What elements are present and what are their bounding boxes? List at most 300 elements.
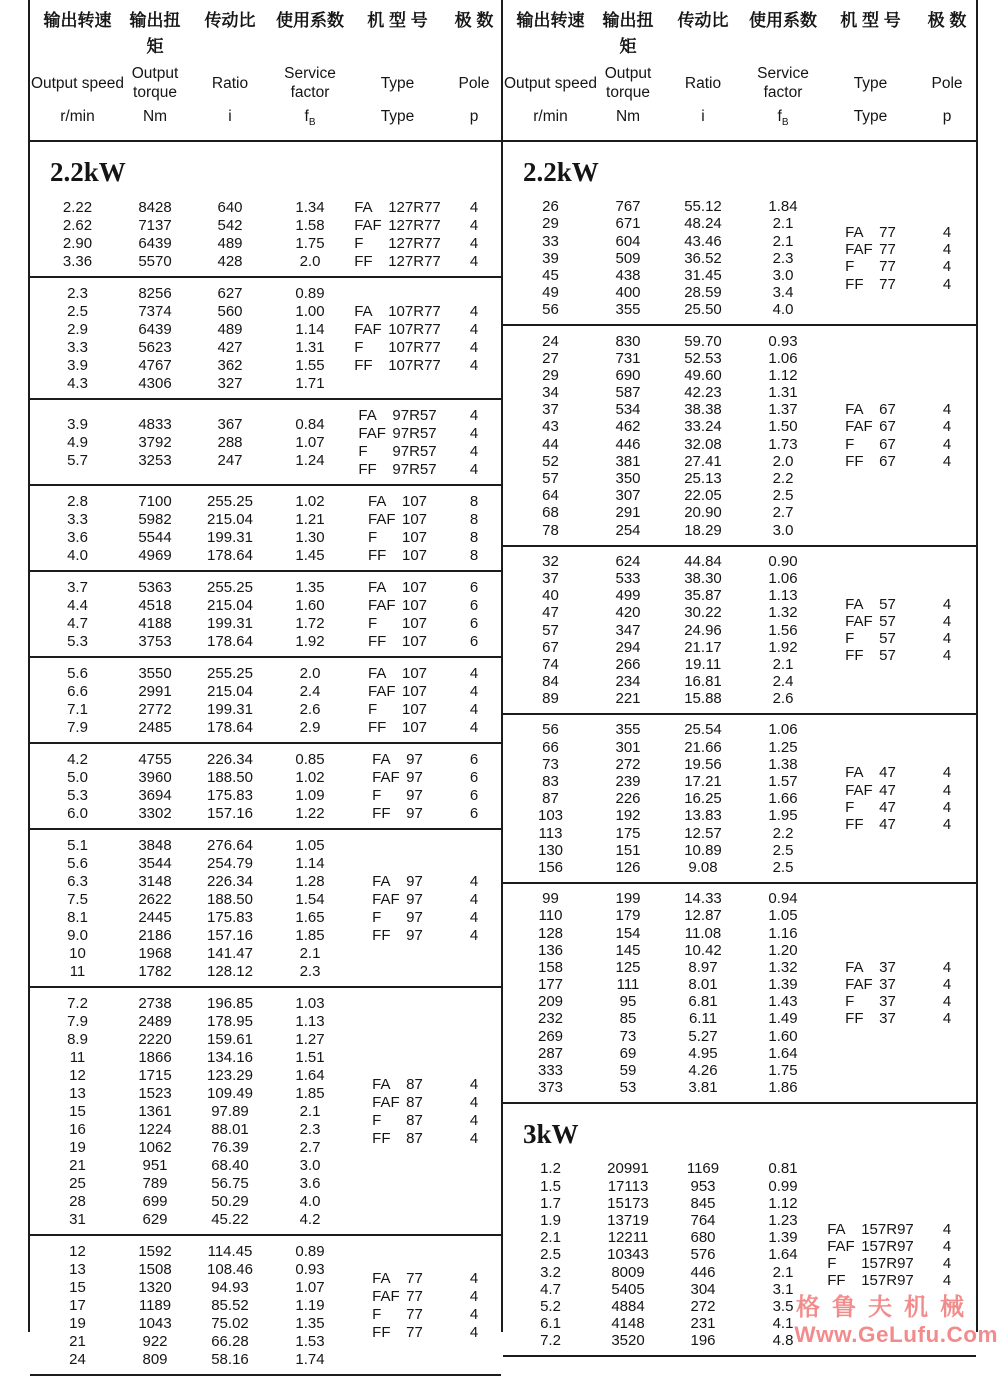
pole-value: 4: [469, 664, 479, 682]
type-entry: [358, 460, 436, 478]
table-row: [503, 1263, 818, 1280]
type-entry: [845, 418, 896, 435]
output-speed-cell: 1.2: [540, 1160, 561, 1178]
output-torque-cell: 1866: [138, 1048, 172, 1066]
ratio-cell: 215.04: [207, 596, 253, 614]
service-factor-cell: 2.5: [772, 487, 794, 505]
output-speed-cell: 66: [542, 738, 559, 756]
output-torque-cell: 587: [615, 384, 641, 402]
output-torque-cell: 1062: [138, 1138, 172, 1156]
numeric-rows: [30, 836, 345, 980]
output-torque-cell: 175: [615, 824, 641, 842]
type-code: 107: [401, 546, 428, 564]
pole-value: 4: [942, 241, 952, 259]
type-code: 57: [879, 647, 896, 665]
output-torque-cell: 499: [615, 587, 641, 605]
output-speed-cell: 3.9: [67, 356, 88, 374]
service-factor-cell: 3.0: [772, 266, 794, 284]
output-speed-cell: 3.9: [67, 415, 88, 433]
output-torque-cell: 4755: [138, 750, 172, 768]
service-factor-cell: 2.4: [299, 682, 321, 700]
pole-value: 4: [469, 442, 479, 460]
output-torque-cell: 534: [615, 401, 641, 419]
table-left-half: [28, 0, 503, 1368]
output-torque-cell: 239: [615, 773, 641, 790]
output-speed-cell: 4.4: [67, 596, 88, 614]
output-speed-cell: 45: [542, 266, 559, 284]
header-cell: 使用系数: [276, 11, 344, 30]
ratio-cell: 276.64: [207, 836, 253, 854]
ratio-cell: 680: [690, 1229, 716, 1247]
table-row: [30, 944, 345, 962]
output-speed-cell: 3.7: [67, 578, 88, 596]
service-factor-cell: 0.81: [768, 1160, 798, 1178]
output-speed-cell: 7.2: [540, 1332, 561, 1350]
type-entry: [372, 890, 423, 908]
output-speed-cell: 5.3: [67, 786, 88, 804]
type-prefix: FA: [372, 872, 391, 890]
ratio-cell: 427: [217, 338, 243, 356]
table-row: [503, 621, 818, 638]
ratio-cell: 45.22: [211, 1210, 249, 1228]
type-prefix: F: [845, 258, 855, 276]
type-prefix: FF: [845, 647, 864, 665]
output-speed-cell: 11: [69, 1048, 86, 1066]
table-row: [30, 451, 345, 469]
pole-value: 4: [942, 1254, 952, 1272]
type-code: 107: [401, 596, 428, 614]
type-prefix: FF: [367, 546, 387, 564]
table-row: [30, 596, 345, 614]
service-factor-cell: 1.86: [768, 1079, 798, 1097]
type-entry: [845, 401, 896, 418]
spec-block: [503, 715, 976, 884]
type-entry: [354, 338, 441, 356]
table-row: [30, 510, 345, 528]
table-row: [30, 320, 345, 338]
ratio-cell: 560: [217, 302, 243, 320]
type-prefix: FA: [845, 764, 864, 782]
output-torque-cell: 533: [615, 569, 641, 587]
type-entry: [354, 302, 441, 320]
output-torque-cell: 3253: [138, 451, 172, 469]
ratio-cell: 38.38: [684, 401, 722, 419]
ratio-cell: 10.42: [684, 941, 722, 959]
output-torque-cell: 2489: [138, 1012, 172, 1030]
pole-value: 4: [469, 1075, 479, 1093]
output-torque-cell: 59: [619, 1062, 637, 1079]
pole-value: 8: [469, 492, 479, 510]
type-entry: [845, 959, 896, 976]
pole-value: 4: [942, 612, 952, 630]
numeric-rows: [30, 492, 345, 564]
pole-column: [450, 872, 498, 944]
pole-value: 4: [469, 460, 479, 478]
service-factor-cell: 2.9: [299, 718, 321, 736]
service-factor-cell: 1.05: [295, 836, 325, 854]
output-speed-cell: 89: [542, 690, 559, 708]
table-row: [503, 232, 818, 249]
output-torque-cell: 1715: [138, 1066, 172, 1084]
type-column: [345, 872, 450, 944]
type-entry: [368, 510, 427, 528]
output-torque-cell: 85: [619, 1010, 637, 1028]
ratio-cell: 226.34: [207, 750, 253, 768]
output-speed-cell: 57: [542, 470, 559, 487]
type-column: [818, 1220, 923, 1289]
pole-value: 4: [942, 630, 952, 648]
table-row: [30, 578, 345, 596]
ratio-cell: 178.64: [207, 546, 253, 564]
output-torque-cell: 1592: [138, 1242, 172, 1260]
type-entry: [827, 1255, 914, 1272]
service-factor-cell: 1.84: [768, 198, 798, 216]
output-speed-cell: 2.5: [67, 302, 88, 320]
header-cell: r/min: [533, 108, 568, 125]
type-entry: [845, 993, 896, 1010]
type-code: 37: [879, 976, 896, 994]
output-speed-cell: 52: [542, 452, 559, 470]
pole-value: 6: [469, 768, 479, 786]
type-group: [368, 664, 427, 736]
service-factor-cell: 3.0: [772, 521, 794, 539]
output-torque-cell: 2220: [138, 1030, 172, 1048]
ratio-cell: 199.31: [207, 614, 253, 632]
pole-value: 4: [942, 958, 952, 976]
watermark-url-text: Www.GeLufu.Com: [794, 1322, 998, 1347]
header-row: [503, 60, 976, 106]
output-torque-cell: 2738: [138, 994, 172, 1012]
pole-column: [450, 664, 498, 736]
spec-block: [503, 547, 976, 716]
service-factor-cell: 4.1: [772, 1315, 794, 1333]
type-code: 77: [406, 1287, 423, 1305]
output-speed-cell: 5.6: [67, 664, 88, 682]
type-prefix: FAF: [367, 596, 396, 614]
type-prefix: FF: [827, 1272, 846, 1290]
type-group: [845, 764, 896, 833]
type-group: [372, 872, 423, 944]
service-factor-cell: 1.65: [295, 908, 325, 926]
ratio-cell: 19.11: [684, 655, 722, 673]
pole-value: 4: [942, 418, 952, 436]
output-speed-cell: 49: [542, 284, 559, 302]
table-row: [30, 1138, 345, 1156]
table-row: [503, 721, 818, 738]
output-speed-cell: 6.6: [67, 682, 88, 700]
table-row: [30, 1012, 345, 1030]
column-header: [503, 0, 976, 142]
table-row: [30, 1120, 345, 1138]
table-row: [30, 1350, 345, 1368]
output-speed-cell: 5.3: [67, 632, 88, 650]
output-torque-cell: 830: [615, 332, 641, 350]
type-code: 107: [401, 578, 428, 596]
table-row: [503, 267, 818, 284]
service-factor-cell: 2.5: [772, 858, 794, 876]
type-entry: [845, 241, 896, 258]
header-cell: Output speed: [30, 74, 125, 92]
type-column: [818, 596, 923, 665]
service-factor-cell: 1.74: [295, 1350, 325, 1368]
service-factor-cell: 1.64: [768, 1044, 798, 1062]
table-row: [503, 487, 818, 504]
table-row: [503, 1212, 818, 1229]
output-speed-cell: 10: [69, 944, 86, 962]
output-torque-cell: 6439: [138, 234, 172, 252]
output-torque-cell: 1361: [138, 1102, 172, 1120]
ratio-cell: 4.26: [688, 1062, 718, 1079]
output-speed-cell: 32: [542, 552, 559, 570]
table-row: [503, 842, 818, 859]
output-speed-cell: 19: [69, 1314, 86, 1332]
service-factor-cell: 3.4: [772, 284, 794, 302]
type-code: 67: [879, 401, 896, 419]
service-factor-cell: 1.00: [295, 302, 325, 320]
type-prefix: FF: [372, 1129, 391, 1147]
service-factor-cell: 0.93: [295, 1260, 325, 1278]
type-code: 127R77: [388, 252, 441, 270]
service-factor-cell: 1.14: [295, 320, 325, 338]
output-speed-cell: 27: [542, 349, 559, 367]
pole-value: 4: [942, 976, 952, 994]
type-entry: [358, 442, 436, 460]
ratio-cell: 12.87: [684, 907, 722, 925]
table-row: [30, 804, 345, 822]
header-cell: Nm: [142, 108, 168, 125]
output-torque-cell: 4518: [138, 596, 172, 614]
type-entry: [372, 804, 423, 822]
pole-value: 4: [942, 781, 952, 799]
service-factor-cell: 1.13: [768, 587, 798, 605]
output-torque-cell: 809: [142, 1350, 168, 1368]
output-torque-cell: 1043: [138, 1314, 172, 1332]
header-cell: Pole: [931, 74, 963, 92]
table-row: [503, 436, 818, 453]
output-torque-cell: 699: [142, 1192, 168, 1210]
type-prefix: F: [845, 630, 855, 648]
ratio-cell: 255.25: [207, 578, 253, 596]
service-factor-cell: 1.22: [295, 804, 325, 822]
type-entry: [354, 198, 441, 216]
output-torque-cell: 12211: [607, 1229, 649, 1247]
type-entry: [845, 258, 896, 275]
table-row: [503, 1298, 818, 1315]
type-entry: [372, 1269, 423, 1287]
table-row: [503, 1177, 818, 1194]
table-row: [503, 604, 818, 621]
header-row: [30, 60, 501, 106]
table-row: [30, 1102, 345, 1120]
ratio-cell: 25.13: [684, 470, 722, 487]
numeric-rows: [503, 332, 818, 538]
type-code: 57: [879, 630, 896, 648]
pole-value: 4: [469, 356, 479, 374]
pole-value: 4: [942, 815, 952, 833]
type-entry: [372, 786, 423, 804]
type-code: 77: [879, 241, 896, 259]
type-entry: [827, 1220, 914, 1237]
header-cell: i: [701, 108, 705, 125]
type-entry: [372, 768, 423, 786]
pole-value: 4: [469, 1305, 479, 1323]
pole-value: 6: [469, 804, 479, 822]
type-code: 57: [879, 612, 896, 630]
ratio-cell: 288: [217, 433, 243, 451]
header-cell: 传动比: [677, 11, 729, 30]
output-torque-cell: 355: [615, 721, 641, 739]
service-factor-cell: 2.0: [299, 664, 321, 682]
ratio-cell: 88.01: [211, 1120, 249, 1138]
output-speed-cell: 34: [542, 384, 559, 402]
type-group: [845, 959, 896, 1028]
service-factor-cell: 1.34: [295, 198, 325, 216]
type-prefix: F: [372, 786, 382, 804]
output-torque-cell: 3520: [611, 1332, 645, 1350]
table-row: [503, 250, 818, 267]
ratio-cell: 32.08: [684, 435, 722, 453]
pole-value: 4: [942, 993, 952, 1011]
type-entry: [368, 682, 427, 700]
output-speed-cell: 8.9: [67, 1030, 88, 1048]
type-code: 107: [401, 528, 428, 546]
table-row: [503, 384, 818, 401]
ratio-cell: 97.89: [211, 1102, 249, 1120]
type-entry: [368, 546, 427, 564]
type-prefix: FF: [845, 452, 864, 470]
service-factor-cell: 0.93: [768, 332, 798, 350]
pole-value: 4: [469, 926, 479, 944]
service-factor-cell: 1.14: [295, 854, 325, 872]
type-prefix: FA: [372, 750, 391, 768]
type-prefix: FA: [827, 1220, 846, 1238]
table-row: [503, 1246, 818, 1263]
table-row: [503, 1195, 818, 1212]
output-speed-cell: 5.0: [67, 768, 88, 786]
table-row: [30, 1278, 345, 1296]
service-factor-cell: 1.64: [768, 1246, 798, 1264]
ratio-cell: 14.33: [684, 890, 722, 908]
pole-value: 4: [942, 1272, 952, 1290]
ratio-cell: 35.87: [684, 587, 722, 605]
service-factor-cell: 2.3: [772, 249, 794, 267]
output-torque-cell: 604: [615, 232, 641, 250]
ratio-cell: 28.59: [684, 284, 722, 302]
output-speed-cell: 156: [537, 858, 564, 876]
watermark-brand-text: 格鲁夫机械: [796, 1295, 976, 1321]
table-row: [30, 1242, 345, 1260]
ratio-cell: 76.39: [211, 1138, 249, 1156]
numeric-rows: [30, 198, 345, 270]
output-speed-cell: 16: [69, 1120, 86, 1138]
type-prefix: F: [845, 993, 855, 1011]
table-row: [30, 786, 345, 804]
type-prefix: FAF: [845, 418, 873, 436]
type-code: 67: [879, 435, 896, 453]
ratio-cell: 215.04: [207, 682, 253, 700]
ratio-cell: 25.54: [684, 721, 722, 739]
table-row: [503, 504, 818, 521]
ratio-cell: 362: [217, 356, 243, 374]
type-code: 77: [406, 1323, 423, 1341]
ratio-cell: 3.81: [688, 1079, 718, 1097]
type-column: [345, 492, 450, 564]
output-torque-cell: 291: [615, 504, 641, 522]
ratio-cell: 141.47: [207, 944, 253, 962]
spec-block: [30, 658, 501, 744]
type-group: [845, 401, 896, 470]
type-code: 77: [879, 275, 896, 293]
ratio-cell: 175.83: [207, 786, 253, 804]
table-row: [30, 1314, 345, 1332]
type-entry: [845, 764, 896, 781]
type-prefix: F: [845, 435, 855, 453]
header-cell: Ratio: [684, 74, 722, 92]
ratio-cell: 31.45: [684, 266, 722, 284]
service-factor-cell: 1.51: [295, 1048, 325, 1066]
output-speed-cell: 25: [69, 1174, 86, 1192]
service-factor-cell: 1.20: [768, 941, 798, 959]
table-row: [503, 1045, 818, 1062]
output-speed-cell: 1.9: [540, 1211, 561, 1229]
type-prefix: F: [827, 1254, 837, 1272]
type-entry: [827, 1272, 914, 1289]
service-factor-cell: 1.75: [295, 234, 325, 252]
type-entry: [368, 596, 427, 614]
pole-value: 4: [942, 764, 952, 782]
output-torque-cell: 3848: [138, 836, 172, 854]
type-entry: [372, 1075, 423, 1093]
table-row: [30, 216, 345, 234]
output-speed-cell: 5.6: [67, 854, 88, 872]
output-torque-cell: 307: [615, 487, 641, 505]
output-speed-cell: 74: [542, 655, 559, 673]
output-torque-cell: 5544: [138, 528, 172, 546]
type-entry: [354, 216, 441, 234]
service-factor-cell: 1.07: [295, 433, 325, 451]
spec-block: [503, 326, 976, 546]
pole-value: 6: [469, 578, 479, 596]
output-torque-cell: 95: [619, 993, 637, 1011]
output-speed-cell: 67: [542, 638, 559, 656]
service-factor-cell: 1.72: [295, 614, 325, 632]
numeric-rows: [503, 890, 818, 1096]
type-prefix: F: [367, 528, 378, 546]
output-torque-cell: 2186: [138, 926, 172, 944]
pole-value: 6: [469, 596, 479, 614]
table-row: [30, 1192, 345, 1210]
output-torque-cell: 5363: [138, 578, 172, 596]
output-speed-cell: 128: [537, 924, 564, 942]
output-speed-cell: 2.3: [67, 284, 88, 302]
table-row: [503, 1229, 818, 1246]
output-speed-cell: 4.7: [67, 614, 88, 632]
ratio-cell: 254.79: [207, 854, 253, 872]
header-cell: p: [942, 108, 952, 125]
table-row: [30, 492, 345, 510]
ratio-cell: 85.52: [211, 1296, 249, 1314]
ratio-cell: 215.04: [207, 510, 253, 528]
type-code: 107R77: [388, 320, 441, 338]
table-row: [30, 433, 345, 451]
table-row: [503, 656, 818, 673]
ratio-cell: 20.90: [684, 504, 722, 522]
output-torque-cell: 446: [615, 435, 641, 453]
service-factor-cell: 1.32: [768, 604, 798, 622]
output-torque-cell: 73: [619, 1027, 637, 1045]
ratio-cell: 50.29: [211, 1192, 249, 1210]
service-factor-cell: 1.13: [295, 1012, 325, 1030]
